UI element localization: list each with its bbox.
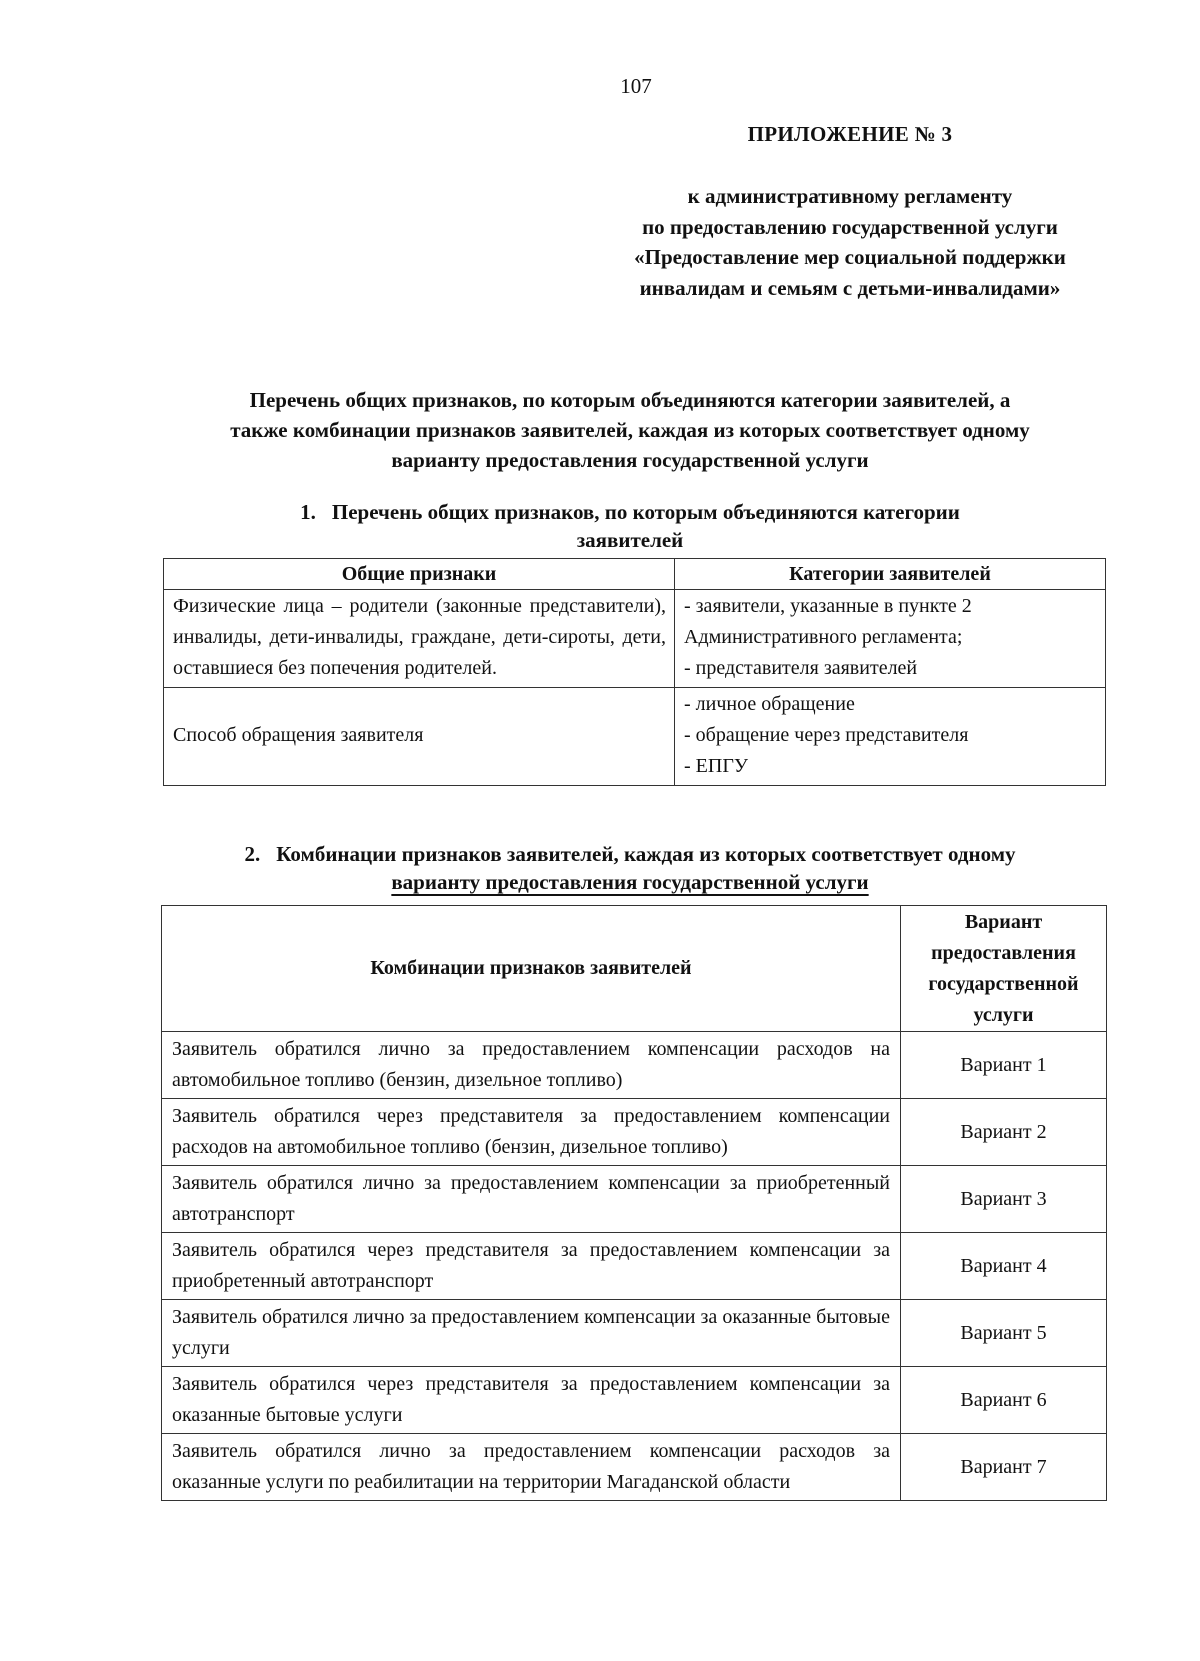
header-variant-line: услуги — [973, 1003, 1034, 1026]
variant-cell: Вариант 5 — [901, 1300, 1107, 1367]
section2-title — [160, 840, 1100, 896]
header-variant-line: Вариант — [964, 910, 1043, 933]
features-table-header-row — [164, 559, 1106, 590]
variant-cell: Вариант 2 — [901, 1099, 1107, 1166]
categories-cell — [675, 590, 1106, 688]
header-variant-line: предоставления — [931, 941, 1076, 964]
category-item: - личное обращение — [684, 693, 855, 715]
section2-number: 2. — [244, 842, 261, 866]
category-item: - заявители, указанные в пункте 2 — [684, 595, 972, 617]
category-item: - ЕПГУ — [684, 755, 749, 777]
table-row — [162, 1166, 1107, 1233]
regulation-line: «Предоставление мер социальной поддержки — [634, 245, 1066, 269]
header-general-features: Общие признаки — [164, 559, 675, 590]
header-variant — [901, 906, 1107, 1032]
combination-cell: Заявитель обратился лично за предоставлением компенсации за приобретенный автотранспорт — [162, 1166, 901, 1233]
main-title-line: также комбинации признаков заявителей, каждая из которых соответствует одному — [230, 418, 1030, 442]
table-row — [162, 1032, 1107, 1099]
feature-cell: Способ обращения заявителя — [164, 688, 675, 786]
main-title-line: варианту предоставления государственной услуги — [391, 448, 869, 472]
feature-cell: Физические лица – родители (законные представители), инвалиды, дети-инвалиды, граждане, дети-сироты, дети, оставшиеся без попечения родителей. — [164, 590, 675, 688]
table-row — [164, 688, 1106, 786]
features-table — [163, 558, 1106, 786]
section1-title-line1 — [160, 498, 1100, 526]
section1-title-text: Перечень общих признаков, по которым объединяются категории — [331, 500, 960, 524]
category-item: - обращение через представителя — [684, 724, 969, 746]
section1-number: 1. — [300, 500, 316, 524]
appendix-title: ПРИЛОЖЕНИЕ № 3 — [747, 122, 953, 146]
regulation-reference — [560, 181, 1140, 303]
table-row — [162, 1367, 1107, 1434]
variant-cell: Вариант 6 — [901, 1367, 1107, 1434]
combination-cell: Заявитель обратился лично за предоставлением компенсации расходов за оказанные услуги по реабилитации на территории Магаданской области — [162, 1434, 901, 1501]
page-number: 107 — [620, 74, 652, 98]
combination-cell: Заявитель обратился через представителя за предоставлением компенсации за приобретенный автотранспорт — [162, 1233, 901, 1300]
regulation-line: инвалидам и семьям с детьми-инвалидами» — [639, 275, 1061, 300]
section2-title-line1 — [160, 840, 1100, 868]
variant-cell: Вариант 3 — [901, 1166, 1107, 1233]
category-item: Административного регламента; — [684, 626, 963, 648]
table-row — [162, 1434, 1107, 1501]
combination-cell: Заявитель обратился через представителя за предоставлением компенсации расходов на автомобильное топливо (бензин, дизельное топливо) — [162, 1099, 901, 1166]
section1-title — [160, 498, 1100, 554]
category-item: - представителя заявителей — [684, 657, 918, 679]
table-row — [162, 1300, 1107, 1367]
regulation-line: по предоставлению государственной услуги — [642, 214, 1058, 239]
variant-cell: Вариант 1 — [901, 1032, 1107, 1099]
section2-title-line2: варианту предоставления государственной услуги — [391, 870, 869, 894]
regulation-line: к административному регламенту — [687, 184, 1013, 208]
header-variant-line: государственной — [928, 972, 1079, 995]
main-title-line: Перечень общих признаков, по которым объединяются категории заявителей, а — [249, 388, 1011, 412]
table-row — [162, 1233, 1107, 1300]
section2-title-text: Комбинации признаков заявителей, каждая из которых соответствует одному — [276, 842, 1016, 866]
combinations-table-header-row — [162, 906, 1107, 1032]
section1-title-line2: заявителей — [576, 528, 684, 552]
combination-cell: Заявитель обратился через представителя за предоставлением компенсации за оказанные бытовые услуги — [162, 1367, 901, 1434]
table-row — [162, 1099, 1107, 1166]
combinations-table — [161, 905, 1107, 1501]
header-applicant-categories: Категории заявителей — [675, 559, 1106, 590]
main-title — [160, 385, 1100, 475]
variant-cell: Вариант 4 — [901, 1233, 1107, 1300]
combination-cell: Заявитель обратился лично за предоставлением компенсации за оказанные бытовые услуги — [162, 1300, 901, 1367]
categories-cell — [675, 688, 1106, 786]
variant-cell: Вариант 7 — [901, 1434, 1107, 1501]
header-combinations: Комбинации признаков заявителей — [162, 906, 901, 1032]
combination-cell: Заявитель обратился лично за предоставлением компенсации расходов на автомобильное топливо (бензин, дизельное топливо) — [162, 1032, 901, 1099]
table-row — [164, 590, 1106, 688]
